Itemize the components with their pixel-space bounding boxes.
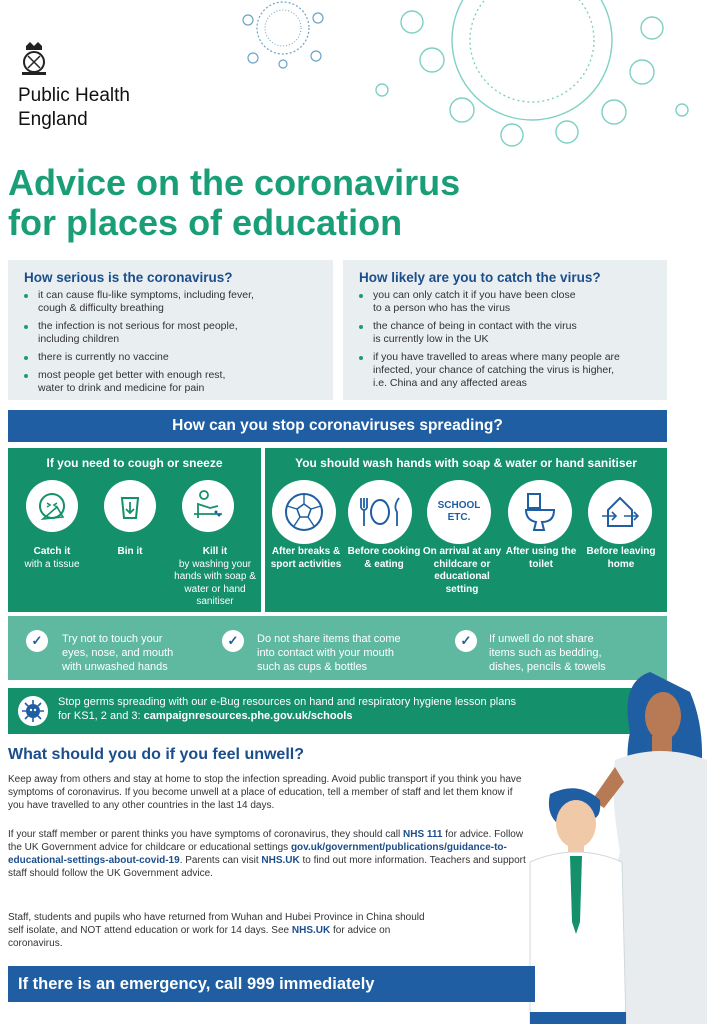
wash-heading: You should wash hands with soap & water or hand sanitiser	[295, 456, 637, 470]
list-item: most people get better with enough rest, water to drink and medicine for pain	[32, 369, 319, 395]
unwell-paragraph-2: If your staff member or parent thinks you have symptoms of coronavirus, they should call NHS 111 for advice. Follow the UK Government advice for childcare or educational settings gov.uk/government/publications/guidance-to-educational-settings-about-covid-19. Parents can visit NHS.UK to find out more information. Teachers and support staff should follow the UK Government advice.	[8, 829, 526, 879]
home-icon	[588, 480, 652, 544]
check-icon: ✓	[222, 630, 244, 652]
bin-it-label: Bin it	[117, 546, 143, 557]
ebug-text: Stop germs spreading with our e-Bug resources on hand and respiratory hygiene lesson plans for KS1, 2 and 3: campaignresources.phe.gov.uk/schools	[58, 696, 516, 722]
emergency-banner: If there is an emergency, call 999 immediately	[8, 966, 535, 1002]
virus-illustration-icon	[228, 0, 338, 70]
cutlery-icon	[348, 480, 412, 544]
toilet-icon	[508, 480, 572, 544]
after-toilet-label: After using the toilet	[505, 546, 577, 570]
tip-2: Do not share items that come into contact with your mouth such as cups & bottles	[257, 633, 401, 673]
serious-list	[8, 289, 333, 395]
org-line-1: Public Health	[18, 85, 130, 106]
list-item: there is currently no vaccine	[32, 351, 319, 364]
royal-crest-logo	[18, 42, 50, 76]
football-icon	[272, 480, 336, 544]
catch-it-label: Catch it with a tissue	[24, 546, 80, 570]
virus-illustration-large-icon	[352, 0, 707, 150]
tissue-icon	[26, 480, 78, 532]
list-item: the infection is not serious for most people, including children	[32, 320, 319, 346]
before-leaving-label: Before leaving home	[586, 546, 656, 570]
serious-panel	[8, 260, 333, 400]
organisation-name	[18, 84, 130, 132]
ebug-link[interactable]: campaignresources.phe.gov.uk/schools	[143, 710, 353, 722]
serious-heading: How serious is the coronavirus?	[24, 270, 233, 285]
nhs-link[interactable]: NHS.UK	[291, 925, 331, 936]
check-icon: ✓	[455, 630, 477, 652]
list-item: if you have travelled to areas where many people are infected, your chance of catching the virus is higher, i.e. China and any affected areas	[367, 351, 653, 390]
list-item: it can cause flu-like symptoms, including fever, cough & difficulty breathing	[32, 289, 319, 315]
likely-panel	[343, 260, 667, 400]
ebug-germ-icon	[18, 696, 48, 726]
likely-list	[343, 289, 667, 390]
page-title	[8, 163, 608, 243]
title-line-2: for places of education	[8, 202, 403, 243]
before-cooking-label: Before cooking & eating	[347, 546, 421, 570]
bin-icon	[104, 480, 156, 532]
school-icon-text: SCHOOL ETC.	[437, 500, 481, 523]
org-line-2: England	[18, 109, 88, 130]
school-icon	[427, 480, 491, 544]
on-arrival-label: On arrival at any childcare or educational setting	[422, 546, 502, 595]
list-item: you can only catch it if you have been close to a person who has the virus	[367, 289, 653, 315]
unwell-heading: What should you do if you feel unwell?	[8, 746, 304, 763]
tip-1: Try not to touch your eyes, nose, and mouth with unwashed hands	[62, 633, 174, 673]
likely-heading: How likely are you to catch the virus?	[359, 270, 601, 285]
unwell-paragraph-1: Keep away from others and stay at home to stop the infection spreading. Avoid public transport if you think you have symptoms of coronavirus. If you become unwell at a place of education, tell a member of staff and let them know if you have travelled to any other countries in the last 14 days.	[8, 774, 522, 811]
stop-spreading-banner: How can you stop coronaviruses spreading?	[8, 410, 667, 442]
check-icon: ✓	[26, 630, 48, 652]
nhs-link[interactable]: NHS.UK	[261, 855, 300, 866]
guidance-link[interactable]: gov.uk/government/publications/guidance-to-educational-settings-about-covid-19	[8, 842, 507, 866]
list-item: the chance of being in contact with the virus is currently low in the UK	[367, 320, 653, 346]
cough-heading: If you need to cough or sneeze	[46, 456, 223, 470]
title-line-1: Advice on the coronavirus	[8, 162, 461, 203]
tip-3: If unwell do not share items such as bedding, dishes, pencils & towels	[489, 633, 606, 673]
after-breaks-label: After breaks & sport activities	[270, 546, 342, 570]
kill-it-label: Kill it by washing your hands with soap & water or hand sanitiser	[174, 546, 256, 607]
unwell-paragraph-3: Staff, students and pupils who have returned from Wuhan and Hubei Province in China should self isolate, and NOT attend education or work for 14 days. See NHS.UK for advice on coronavirus.	[8, 912, 425, 949]
handwash-icon	[182, 480, 234, 532]
